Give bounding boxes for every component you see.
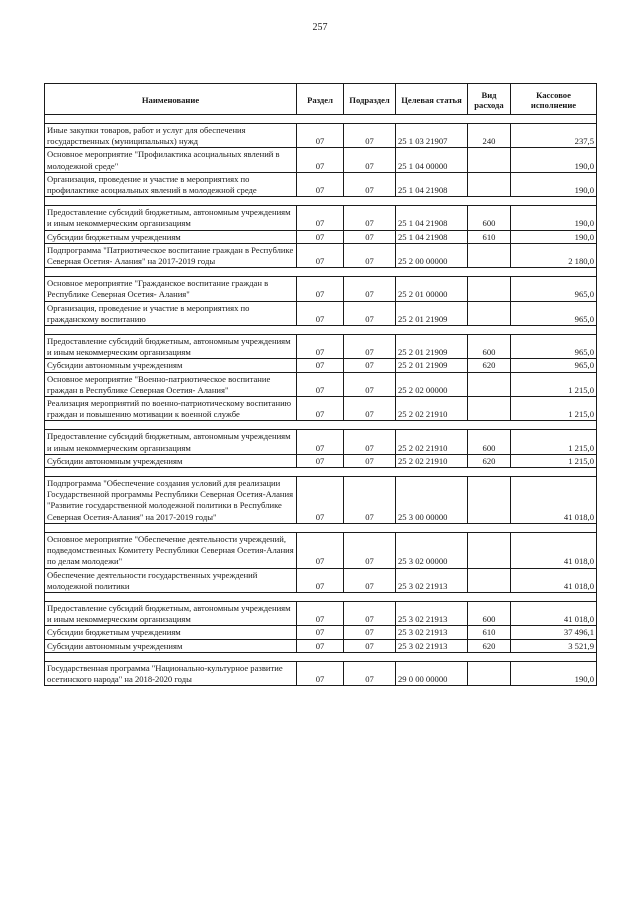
row-section: 07 bbox=[297, 661, 344, 685]
row-amount: 41 018,0 bbox=[511, 532, 597, 568]
row-section: 07 bbox=[297, 124, 344, 148]
row-expense-type bbox=[468, 477, 511, 524]
row-target-article: 25 2 01 00000 bbox=[396, 277, 468, 301]
row-subsection: 07 bbox=[344, 601, 396, 625]
row-expense-type bbox=[468, 277, 511, 301]
row-name: Предоставление субсидий бюджетным, автономным учреждениям и иным некоммерческим организациям bbox=[45, 430, 297, 454]
row-target-article: 25 3 02 21913 bbox=[396, 568, 468, 592]
row-amount: 965,0 bbox=[511, 335, 597, 359]
row-target-article: 25 1 04 21908 bbox=[396, 172, 468, 196]
row-amount: 190,0 bbox=[511, 172, 597, 196]
row-target-article: 25 3 02 00000 bbox=[396, 532, 468, 568]
row-expense-type: 600 bbox=[468, 601, 511, 625]
row-section: 07 bbox=[297, 359, 344, 372]
row-subsection: 07 bbox=[344, 277, 396, 301]
row-name: Предоставление субсидий бюджетным, автономным учреждениям и иным некоммерческим организациям bbox=[45, 335, 297, 359]
row-name: Организация, проведение и участие в мероприятиях по гражданскому воспитанию bbox=[45, 301, 297, 325]
row-section: 07 bbox=[297, 626, 344, 639]
row-section: 07 bbox=[297, 206, 344, 230]
table-row bbox=[45, 601, 597, 625]
row-expense-type: 600 bbox=[468, 430, 511, 454]
row-subsection: 07 bbox=[344, 568, 396, 592]
row-section: 07 bbox=[297, 301, 344, 325]
header-section: Раздел bbox=[297, 84, 344, 115]
table-row bbox=[45, 397, 597, 421]
table-row bbox=[45, 172, 597, 196]
spacer-row bbox=[45, 652, 597, 661]
row-subsection: 07 bbox=[344, 148, 396, 172]
row-name: Подпрограмма "Патриотическое воспитание граждан в Республике Северная Осетия- Алания" на 2017-2019 годы bbox=[45, 243, 297, 267]
row-amount: 965,0 bbox=[511, 277, 597, 301]
row-expense-type: 610 bbox=[468, 626, 511, 639]
row-target-article: 25 3 00 00000 bbox=[396, 477, 468, 524]
row-amount: 1 215,0 bbox=[511, 454, 597, 467]
table-row bbox=[45, 661, 597, 685]
row-expense-type: 600 bbox=[468, 335, 511, 359]
row-expense-type: 240 bbox=[468, 124, 511, 148]
row-amount: 965,0 bbox=[511, 301, 597, 325]
row-section: 07 bbox=[297, 277, 344, 301]
row-target-article: 25 3 02 21913 bbox=[396, 639, 468, 652]
row-subsection: 07 bbox=[344, 397, 396, 421]
row-amount: 965,0 bbox=[511, 359, 597, 372]
row-amount: 190,0 bbox=[511, 206, 597, 230]
row-subsection: 07 bbox=[344, 639, 396, 652]
row-subsection: 07 bbox=[344, 454, 396, 467]
row-name: Подпрограмма "Обеспечение создания условий для реализации Государственной программы Республики Северная Осетия-Алания "Развитие государственной молодежной политики в Республике Северная Осетия-Алания" на 2017-2019 годы" bbox=[45, 477, 297, 524]
table-row bbox=[45, 206, 597, 230]
row-section: 07 bbox=[297, 454, 344, 467]
row-target-article: 25 2 01 21909 bbox=[396, 301, 468, 325]
row-expense-type bbox=[468, 397, 511, 421]
row-expense-type bbox=[468, 532, 511, 568]
row-expense-type bbox=[468, 568, 511, 592]
row-expense-type bbox=[468, 301, 511, 325]
row-section: 07 bbox=[297, 243, 344, 267]
row-subsection: 07 bbox=[344, 626, 396, 639]
row-section: 07 bbox=[297, 172, 344, 196]
row-amount: 41 018,0 bbox=[511, 568, 597, 592]
row-subsection: 07 bbox=[344, 172, 396, 196]
row-target-article: 25 2 00 00000 bbox=[396, 243, 468, 267]
row-name: Предоставление субсидий бюджетным, автономным учреждениям и иным некоммерческим организациям bbox=[45, 206, 297, 230]
row-amount: 2 180,0 bbox=[511, 243, 597, 267]
row-target-article: 25 1 03 21907 bbox=[396, 124, 468, 148]
row-expense-type: 620 bbox=[468, 639, 511, 652]
table-header-row bbox=[45, 84, 597, 115]
row-expense-type: 600 bbox=[468, 206, 511, 230]
spacer-row bbox=[45, 468, 597, 477]
row-amount: 190,0 bbox=[511, 148, 597, 172]
row-amount: 237,5 bbox=[511, 124, 597, 148]
table-row bbox=[45, 335, 597, 359]
table-row bbox=[45, 430, 597, 454]
row-subsection: 07 bbox=[344, 372, 396, 396]
row-target-article: 25 2 02 21910 bbox=[396, 430, 468, 454]
row-section: 07 bbox=[297, 397, 344, 421]
row-amount: 37 496,1 bbox=[511, 626, 597, 639]
row-target-article: 29 0 00 00000 bbox=[396, 661, 468, 685]
table-row bbox=[45, 372, 597, 396]
row-section: 07 bbox=[297, 532, 344, 568]
row-subsection: 07 bbox=[344, 230, 396, 243]
row-section: 07 bbox=[297, 639, 344, 652]
row-target-article: 25 2 02 21910 bbox=[396, 397, 468, 421]
row-subsection: 07 bbox=[344, 243, 396, 267]
table-row bbox=[45, 626, 597, 639]
table-row bbox=[45, 243, 597, 267]
row-amount: 1 215,0 bbox=[511, 397, 597, 421]
row-name: Государственная программа "Национально-культурное развитие осетинского народа" на 2018-2020 годы bbox=[45, 661, 297, 685]
table-row bbox=[45, 230, 597, 243]
header-name: Наименование bbox=[45, 84, 297, 115]
row-name: Предоставление субсидий бюджетным, автономным учреждениям и иным некоммерческим организациям bbox=[45, 601, 297, 625]
spacer-row bbox=[45, 115, 597, 124]
row-target-article: 25 3 02 21913 bbox=[396, 601, 468, 625]
row-subsection: 07 bbox=[344, 661, 396, 685]
table-row bbox=[45, 454, 597, 467]
spacer-row bbox=[45, 523, 597, 532]
row-amount: 3 521,9 bbox=[511, 639, 597, 652]
budget-execution-table bbox=[44, 83, 597, 686]
table-row bbox=[45, 532, 597, 568]
header-expense-type: Вид расхода bbox=[468, 84, 511, 115]
row-section: 07 bbox=[297, 148, 344, 172]
row-section: 07 bbox=[297, 335, 344, 359]
table-row bbox=[45, 277, 597, 301]
row-amount: 190,0 bbox=[511, 230, 597, 243]
row-section: 07 bbox=[297, 372, 344, 396]
row-name: Основное мероприятие "Профилактика асоциальных явлений в молодежной среде" bbox=[45, 148, 297, 172]
row-name: Основное мероприятие "Гражданское воспитание граждан в Республике Северная Осетия- Алания" bbox=[45, 277, 297, 301]
spacer-row bbox=[45, 326, 597, 335]
row-amount: 41 018,0 bbox=[511, 477, 597, 524]
row-name: Субсидии автономным учреждениям bbox=[45, 359, 297, 372]
row-name: Организация, проведение и участие в мероприятиях по профилактике асоциальных явлений в молодежной среде bbox=[45, 172, 297, 196]
row-section: 07 bbox=[297, 430, 344, 454]
table-row bbox=[45, 148, 597, 172]
header-cash-execution: Кассовое исполнение bbox=[511, 84, 597, 115]
row-target-article: 25 2 02 00000 bbox=[396, 372, 468, 396]
row-name: Иные закупки товаров, работ и услуг для обеспечения государственных (муниципальных) нужд bbox=[45, 124, 297, 148]
row-name: Обеспечение деятельности государственных учреждений молодежной политики bbox=[45, 568, 297, 592]
row-subsection: 07 bbox=[344, 532, 396, 568]
row-expense-type bbox=[468, 148, 511, 172]
row-name: Субсидии автономным учреждениям bbox=[45, 454, 297, 467]
row-name: Субсидии автономным учреждениям bbox=[45, 639, 297, 652]
row-expense-type: 620 bbox=[468, 454, 511, 467]
row-name: Субсидии бюджетным учреждениям bbox=[45, 230, 297, 243]
spacer-row bbox=[45, 592, 597, 601]
row-target-article: 25 1 04 21908 bbox=[396, 230, 468, 243]
row-subsection: 07 bbox=[344, 124, 396, 148]
row-amount: 41 018,0 bbox=[511, 601, 597, 625]
row-target-article: 25 1 04 00000 bbox=[396, 148, 468, 172]
row-name: Основное мероприятие "Обеспечение деятельности учреждений, подведомственных Комитету Республики Северная Осетия-Алания по делам молодежи" bbox=[45, 532, 297, 568]
table-row bbox=[45, 359, 597, 372]
row-amount: 1 215,0 bbox=[511, 372, 597, 396]
row-subsection: 07 bbox=[344, 335, 396, 359]
table-row bbox=[45, 568, 597, 592]
row-expense-type bbox=[468, 172, 511, 196]
table-row bbox=[45, 639, 597, 652]
row-section: 07 bbox=[297, 477, 344, 524]
row-subsection: 07 bbox=[344, 301, 396, 325]
row-expense-type bbox=[468, 243, 511, 267]
row-subsection: 07 bbox=[344, 359, 396, 372]
spacer-row bbox=[45, 268, 597, 277]
row-section: 07 bbox=[297, 568, 344, 592]
row-expense-type bbox=[468, 661, 511, 685]
row-section: 07 bbox=[297, 601, 344, 625]
row-subsection: 07 bbox=[344, 430, 396, 454]
row-target-article: 25 2 01 21909 bbox=[396, 335, 468, 359]
table-row bbox=[45, 301, 597, 325]
page-number: 257 bbox=[312, 22, 328, 33]
row-target-article: 25 3 02 21913 bbox=[396, 626, 468, 639]
header-subsection: Подраздел bbox=[344, 84, 396, 115]
row-expense-type: 610 bbox=[468, 230, 511, 243]
row-target-article: 25 2 02 21910 bbox=[396, 454, 468, 467]
table-row bbox=[45, 477, 597, 524]
spacer-row bbox=[45, 197, 597, 206]
row-name: Субсидии бюджетным учреждениям bbox=[45, 626, 297, 639]
row-name: Реализация мероприятий по военно-патриотическому воспитанию граждан и повышению мотивации к военной службе bbox=[45, 397, 297, 421]
row-section: 07 bbox=[297, 230, 344, 243]
row-subsection: 07 bbox=[344, 206, 396, 230]
row-subsection: 07 bbox=[344, 477, 396, 524]
row-target-article: 25 2 01 21909 bbox=[396, 359, 468, 372]
row-amount: 1 215,0 bbox=[511, 430, 597, 454]
header-target-article: Целевая статья bbox=[396, 84, 468, 115]
table-row bbox=[45, 124, 597, 148]
row-expense-type bbox=[468, 372, 511, 396]
row-name: Основное мероприятие "Военно-патриотическое воспитание граждан в Республике Северная Осетия- Алания" bbox=[45, 372, 297, 396]
row-amount: 190,0 bbox=[511, 661, 597, 685]
row-expense-type: 620 bbox=[468, 359, 511, 372]
row-target-article: 25 1 04 21908 bbox=[396, 206, 468, 230]
spacer-row bbox=[45, 421, 597, 430]
